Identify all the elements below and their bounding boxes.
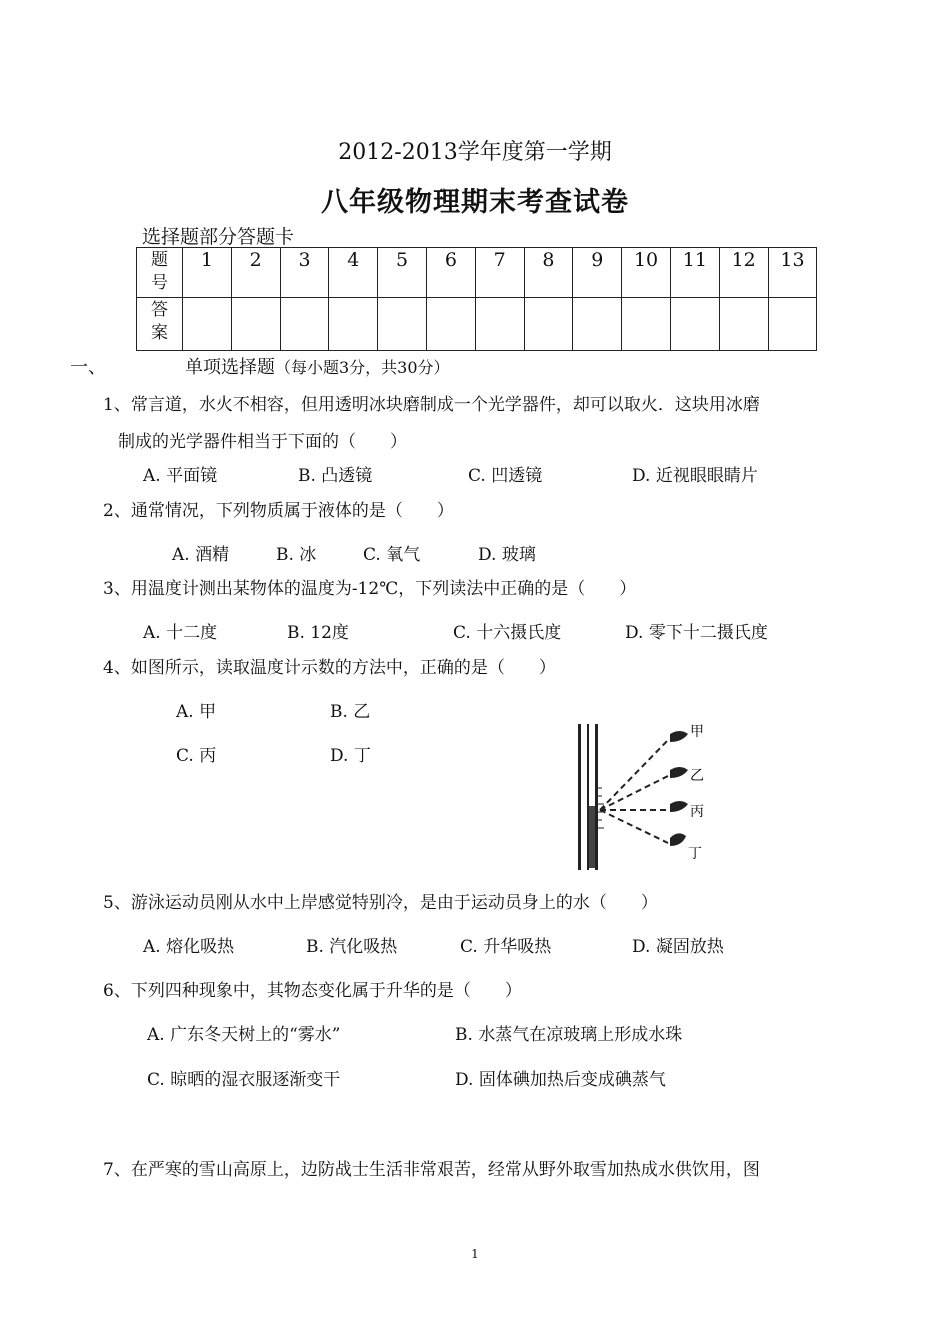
sight-line-yi bbox=[600, 776, 668, 810]
q3-option-a[interactable]: A. 十二度 bbox=[143, 623, 218, 643]
figure-label-ding: 丁 bbox=[688, 846, 702, 862]
answer-cell[interactable] bbox=[329, 298, 378, 351]
question-5-text: 5、游泳运动员刚从水中上岸感觉特别冷，是由于运动员身上的水（ ） bbox=[103, 893, 658, 913]
question-number-cell: 3 bbox=[280, 248, 329, 298]
q6-option-c[interactable]: C. 晾晒的湿衣服逐渐变干 bbox=[147, 1070, 341, 1090]
sight-line-jia bbox=[600, 740, 668, 810]
question-6-text: 6、下列四种现象中，其物态变化属于升华的是（ ） bbox=[103, 981, 522, 1001]
q4-option-d[interactable]: D. 丁 bbox=[330, 746, 371, 766]
question-number-row bbox=[137, 248, 817, 298]
q5-option-d[interactable]: D. 凝固放热 bbox=[632, 937, 724, 957]
page-number: 1 bbox=[471, 1247, 479, 1261]
q1-option-b[interactable]: B. 凸透镜 bbox=[298, 466, 373, 486]
question-1-text-cont: 制成的光学器件相当于下面的（ ） bbox=[118, 432, 407, 452]
thermometer-reading-figure bbox=[570, 718, 730, 873]
q2-option-c[interactable]: C. 氧气 bbox=[363, 545, 421, 565]
answer-row bbox=[137, 298, 817, 351]
question-1-text: 1、常言道，水火不相容，但用透明冰块磨制成一个光学器件，却可以取火．这块用冰磨 bbox=[103, 395, 760, 415]
question-7-text: 7、在严寒的雪山高原上，边防战士生活非常艰苦，经常从野外取雪加热成水供饮用，图 bbox=[103, 1160, 760, 1180]
question-number-cell: 6 bbox=[426, 248, 475, 298]
question-number-cell: 13 bbox=[768, 248, 817, 298]
liquid-column-icon bbox=[589, 806, 595, 868]
q2-option-a[interactable]: A. 酒精 bbox=[172, 545, 230, 565]
question-4-text: 4、如图所示，读取温度计示数的方法中，正确的是（ ） bbox=[103, 658, 556, 678]
answer-cell[interactable] bbox=[280, 298, 329, 351]
q1-option-c[interactable]: C. 凹透镜 bbox=[468, 466, 543, 486]
answer-cell[interactable] bbox=[622, 298, 671, 351]
section-title: 单项选择题（每小题3分，共30分） bbox=[185, 357, 450, 378]
answer-cell[interactable] bbox=[231, 298, 280, 351]
answer-cell[interactable] bbox=[768, 298, 817, 351]
q6-option-b[interactable]: B. 水蒸气在凉玻璃上形成水珠 bbox=[455, 1025, 683, 1045]
answer-card-table bbox=[136, 247, 817, 351]
thermometer-wall-icon bbox=[578, 724, 581, 870]
q2-option-d[interactable]: D. 玻璃 bbox=[478, 545, 536, 565]
q2-option-b[interactable]: B. 冰 bbox=[276, 545, 317, 565]
answer-cell[interactable] bbox=[426, 298, 475, 351]
thermometer-wall-icon bbox=[587, 724, 589, 870]
q1-option-d[interactable]: D. 近视眼眼睛片 bbox=[632, 466, 758, 486]
question-number-cell: 4 bbox=[329, 248, 378, 298]
answer-cell[interactable] bbox=[573, 298, 622, 351]
eye-ding-icon bbox=[670, 833, 686, 846]
eye-bing-icon bbox=[670, 801, 688, 812]
question-number-header: 题 号 bbox=[137, 248, 183, 298]
answer-cell[interactable] bbox=[378, 298, 427, 351]
q4-option-a[interactable]: A. 甲 bbox=[176, 702, 217, 722]
thermometer-wall-icon bbox=[595, 724, 598, 870]
figure-label-jia: 甲 bbox=[690, 724, 704, 740]
answer-cell[interactable] bbox=[670, 298, 719, 351]
eye-jia-icon bbox=[670, 731, 688, 742]
answer-card-label: 选择题部分答题卡 bbox=[142, 226, 295, 248]
section-number: 一、 bbox=[70, 357, 106, 378]
eye-yi-icon bbox=[670, 767, 688, 778]
answer-cell[interactable] bbox=[475, 298, 524, 351]
exam-title: 八年级物理期末考查试卷 bbox=[321, 187, 629, 218]
answer-cell[interactable] bbox=[183, 298, 232, 351]
figure-label-bing: 丙 bbox=[690, 804, 704, 820]
answer-header: 答 案 bbox=[137, 298, 183, 351]
question-number-cell: 7 bbox=[475, 248, 524, 298]
q6-option-d[interactable]: D. 固体碘加热后变成碘蒸气 bbox=[455, 1070, 666, 1090]
q5-option-b[interactable]: B. 汽化吸热 bbox=[306, 937, 398, 957]
question-number-cell: 10 bbox=[622, 248, 671, 298]
q3-option-d[interactable]: D. 零下十二摄氏度 bbox=[625, 623, 768, 643]
question-number-cell: 2 bbox=[231, 248, 280, 298]
q6-option-a[interactable]: A. 广东冬天树上的“雾水” bbox=[147, 1025, 341, 1045]
question-number-cell: 12 bbox=[719, 248, 768, 298]
exam-term: 2012-2013学年度第一学期 bbox=[338, 140, 612, 165]
q5-option-c[interactable]: C. 升华吸热 bbox=[460, 937, 552, 957]
q4-option-c[interactable]: C. 丙 bbox=[176, 746, 217, 766]
question-number-cell: 5 bbox=[378, 248, 427, 298]
q4-option-b[interactable]: B. 乙 bbox=[330, 702, 371, 722]
question-number-cell: 1 bbox=[183, 248, 232, 298]
question-number-cell: 8 bbox=[524, 248, 573, 298]
question-2-text: 2、通常情况，下列物质属于液体的是（ ） bbox=[103, 501, 454, 521]
sight-line-ding bbox=[600, 810, 668, 843]
answer-cell[interactable] bbox=[719, 298, 768, 351]
answer-cell[interactable] bbox=[524, 298, 573, 351]
question-number-cell: 11 bbox=[670, 248, 719, 298]
q5-option-a[interactable]: A. 熔化吸热 bbox=[143, 937, 235, 957]
q1-option-a[interactable]: A. 平面镜 bbox=[143, 466, 218, 486]
figure-label-yi: 乙 bbox=[690, 768, 704, 784]
question-3-text: 3、用温度计测出某物体的温度为-12℃，下列读法中正确的是（ ） bbox=[103, 579, 637, 599]
q3-option-b[interactable]: B. 12度 bbox=[287, 623, 349, 643]
q3-option-c[interactable]: C. 十六摄氏度 bbox=[453, 623, 562, 643]
question-number-cell: 9 bbox=[573, 248, 622, 298]
